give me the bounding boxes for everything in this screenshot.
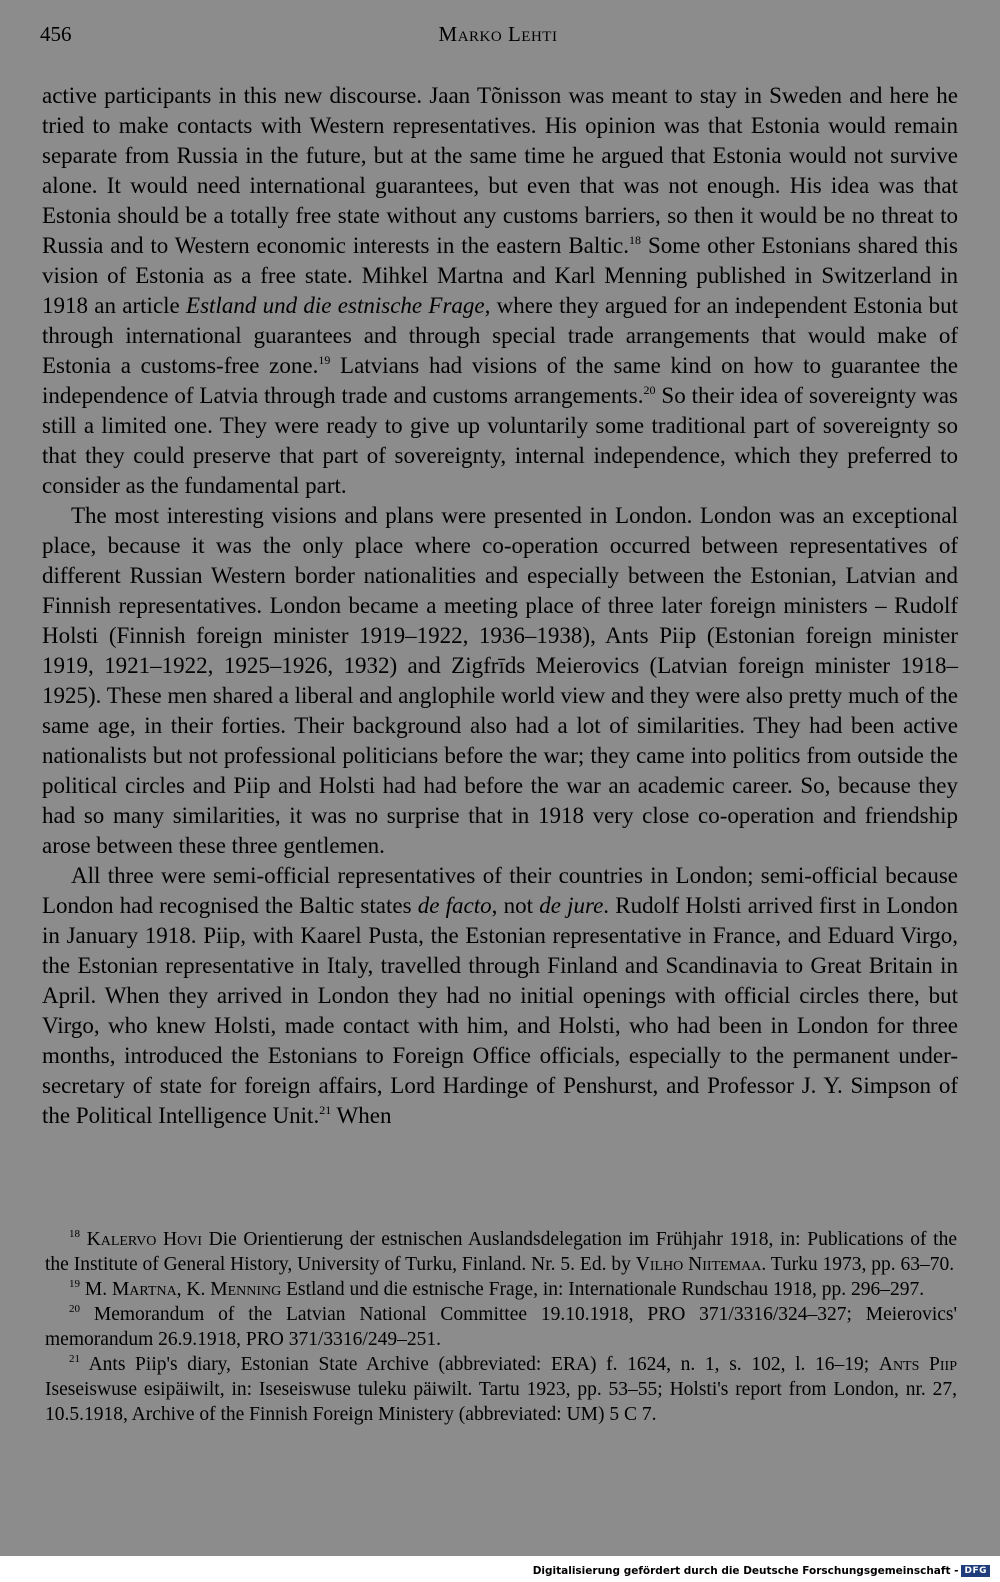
footnote-author: Kalervo Hovi xyxy=(86,1229,202,1250)
digitization-credit xyxy=(533,1565,990,1577)
footnote-text: Estland und die estnische Frage, in: Internationale Rundschau 1918, pp. 296–297. xyxy=(281,1279,925,1300)
footnote-19 xyxy=(45,1277,957,1302)
footnote-editor: Vilho Niitemaa xyxy=(635,1254,762,1275)
page-number: 456 xyxy=(40,22,72,46)
text-run: where they argued for an independent Estonia but through international guarantees and through special trade arrangements that would make of Estonia a customs-free zone. xyxy=(42,293,958,378)
text-run: active participants in this new discourse. Jaan Tõnisson was meant to stay in Sweden and here he tried to make contacts with Western representatives. His opinion was that Estonia would remain separate from Russia in the future, but at the same time he argued that Estonia would not survive alone. It would need international guarantees, but even that was not enough. His idea was that Estonia should be a totally free state without any customs barriers, so then it would be no threat to Russia and to Western economic interests in the eastern Baltic. xyxy=(42,83,958,258)
italic-term: de facto xyxy=(417,893,492,918)
footnote-text: Memorandum of the Latvian National Committee 19.10.1918, PRO 371/3316/324–327; Meierovics' memorandum 26.9.1918, PRO 371/3316/249–251. xyxy=(45,1304,957,1350)
paragraph-1 xyxy=(42,81,958,501)
text-run: So their idea of sovereignty was still a limited one. They were ready to give up voluntarily some traditional part of sovereignty so that they could preserve that part of sovereignty, internal independence, which they preferred to consider as the fundamental part. xyxy=(42,383,959,498)
footnote-number: 21 xyxy=(69,1353,80,1365)
text-run: Some other Estonians shared this vision of Estonia as a free state. Mihkel Martna and Karl Menning published in Switzerland in 1918 an article xyxy=(42,233,958,318)
paragraph-2: The most interesting visions and plans were presented in London. London was an exceptional place, because it was the only place where co-operation occurred between representatives of different Russian Western border nationalities and especially between the Estonian, Latvian and Finnish representatives. London became a meeting place of three later foreign ministers – Rudolf Holsti (Finnish foreign minister 1919–1922, 1936–1938), Ants Piip (Estonian foreign minister 1919, 1921–1922, 1925–1926, 1932) and Zigfrīds Meierovics (Latvian foreign minister 1918–1925). These men shared a liberal and anglophile world view and they were also pretty much of the same age, in their forties. Their background also had a lot of similarities. They had been active nationalists but not professional politicians before the war; they came into politics from outside the political circles and Piip and Holsti had had before the war an academic career. So, because they had so many similarities, it was no surprise that in 1918 very close co-operation and friendship arose between these three gentlemen. xyxy=(42,503,958,858)
footnote-author: M. Martna, K. Menning xyxy=(84,1279,282,1300)
dfg-logo-icon: DFG xyxy=(961,1565,990,1577)
footnote-number: 19 xyxy=(69,1278,80,1290)
footnote-ref-20: 20 xyxy=(643,383,656,397)
footnote-text: Ants Piip's diary, Estonian State Archive (abbreviated: ERA) f. 1624, n. 1, s. 102, l. 16–19; xyxy=(80,1354,879,1375)
paragraph-3 xyxy=(42,861,958,1131)
text-run: . Rudolf Holsti arrived first in London in January 1918. Piip, with Kaarel Pusta, the Estonian representative in France, and Eduard Virgo, the Estonian representative in Italy, travelled through Finland and Scandinavia to Great Britain in April. When they arrived in London they had no initial openings with official circles there, but Virgo, who knew Holsti, made contact with him, and Holsti, who had been in London for three months, introduced the Estonians to Foreign Office officials, especially to the permanent under-secretary of state for foreign affairs, Lord Hardinge of Penshurst, and Professor J. Y. Simpson of the Political Intelligence Unit. xyxy=(42,893,958,1128)
article-title: Estland und die estnische Frage, xyxy=(186,293,491,318)
text-run: , not xyxy=(491,893,540,918)
footnote-author: Ants Piip xyxy=(878,1354,957,1375)
footnote-number: 20 xyxy=(69,1303,80,1315)
running-head: Marko Lehti xyxy=(438,22,558,46)
footnote-21 xyxy=(45,1352,957,1427)
text-run: When xyxy=(331,1103,392,1128)
footnote-ref-19: 19 xyxy=(318,353,331,367)
italic-term: de jure xyxy=(539,893,604,918)
footnote-text: Iseseiswuse esipäiwilt, in: Iseseiswuse tuleku päiwilt. Tartu 1923, pp. 53–55; Holsti's report from London, nr. 27, 10.5.1918, Archive of the Finnish Foreign Ministery (abbreviated: UM) 5 C 7. xyxy=(45,1379,957,1425)
footnote-text: . Turku 1973, pp. 63–70. xyxy=(761,1254,955,1275)
footnote-number: 18 xyxy=(69,1228,80,1240)
footnotes xyxy=(45,1227,957,1427)
credit-text: Digitalisierung gefördert durch die Deutsche Forschungsgemeinschaft - xyxy=(532,1565,959,1577)
text-run: All three were semi-official representatives of their countries in London; semi-official because London had recognised the Baltic states xyxy=(42,863,958,918)
footnote-text: Die Orientierung der estnischen Auslandsdelegation im Frühjahr 1918, in: Publications of the the Institute of General History, University of Turku, Finland. Nr. 5. Ed. by xyxy=(45,1229,957,1275)
footnote-ref-21: 21 xyxy=(319,1103,332,1117)
body-text xyxy=(42,81,958,1131)
text-run: Latvians had visions of the same kind on how to guarantee the independence of Latvia through trade and customs arrangements. xyxy=(42,353,958,408)
footnote-18 xyxy=(45,1227,957,1277)
footnote-20 xyxy=(45,1302,957,1352)
page-header xyxy=(40,22,956,52)
footnote-ref-18: 18 xyxy=(629,233,642,247)
